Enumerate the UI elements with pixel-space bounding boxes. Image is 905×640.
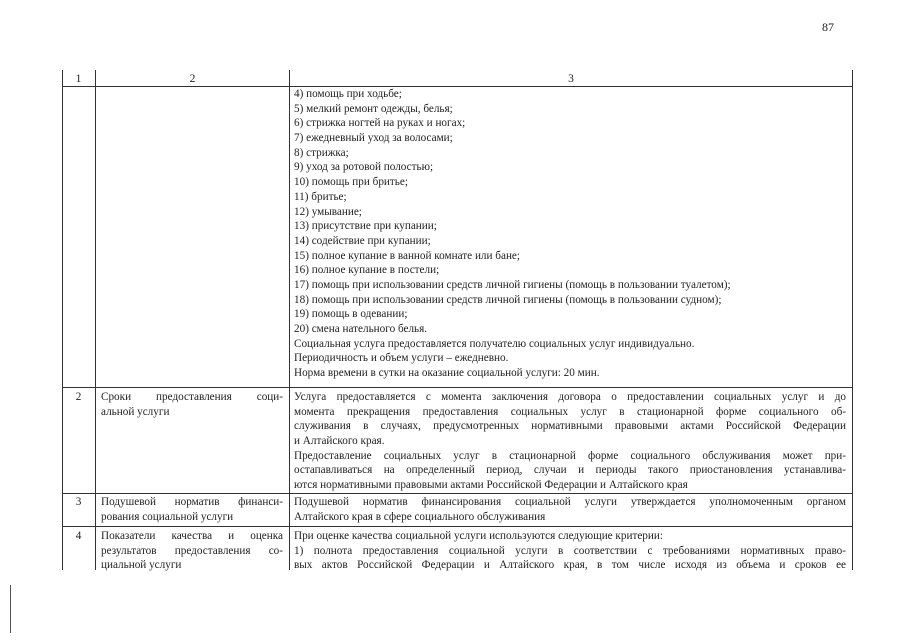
- table-col-divider-2: [289, 70, 290, 570]
- row1-line: 14) содействие при купании;: [294, 234, 431, 247]
- row3-label-line: рования социальной услуги: [101, 510, 234, 523]
- row1-line: 8) стрижка;: [294, 146, 349, 159]
- row1-line: 17) помощь при использовании средств личной гигиены (помощь в пользовании туалетом);: [294, 278, 731, 291]
- row2-line: Услуга предоставляется с момента заключения договора о предоставлении социальных услуг и до: [294, 391, 846, 403]
- table-border-right: [852, 70, 853, 570]
- row1-line: 5) мелкий ремонт одежды, белья;: [294, 102, 453, 115]
- row1-line: 18) помощь при использовании средств личной гигиены (помощь в пользовании судном);: [294, 293, 722, 306]
- row1-line: 12) умывание;: [294, 205, 362, 218]
- row1-line: 6) стрижка ногтей на руках и ногах;: [294, 117, 466, 130]
- row1-line: 13) присутствие при купании;: [294, 220, 437, 233]
- row1-line: 15) полное купание в ванной комнате или бане;: [294, 249, 521, 262]
- row1-line: Социальная услуга предоставляется получателю социальных услуг индивидуально.: [294, 337, 695, 350]
- row2-label-line: Сроки предоставления соци-: [101, 391, 283, 403]
- row2-label: [101, 390, 283, 419]
- row2-label-line: альной услуги: [101, 405, 170, 418]
- service-standard-table: [62, 70, 853, 640]
- row2-number: 2: [75, 391, 82, 403]
- row4-number: 4: [75, 530, 82, 542]
- row4-label-line: результатов предоставления со-: [101, 544, 283, 557]
- table-rule-row1-bottom: [62, 387, 853, 388]
- row1-line: 7) ежедневный уход за волосами;: [294, 132, 453, 145]
- row2-line: остапавливаться на определенный период, случаи и периоды такого приостановления устанавлива-: [294, 464, 846, 477]
- row1-line: 4) помощь при ходьбе;: [294, 88, 402, 100]
- row4-line: вых актов Российской Федерации и Алтайского края, в том числе исходя из объема и сроков ее: [294, 559, 846, 572]
- row4-label: [101, 529, 283, 573]
- row1-line: 10) помощь при бритье;: [294, 176, 408, 189]
- row4-line: При оценке качества социальной услуги используются следующие критерии:: [294, 530, 663, 542]
- row2-content: [294, 390, 846, 493]
- row4-line: 1) полнота предоставления социальной услуги в соответствии с требованиями нормативных право-: [294, 544, 846, 557]
- row3-line: Подушевой норматив финансирования социальной услуги утверждается уполномоченным органом: [294, 496, 846, 508]
- row1-line: 19) помощь в одевании;: [294, 308, 408, 321]
- row4-content: [294, 529, 846, 573]
- row4-label-line: циальной услуги: [101, 559, 182, 572]
- margin-mark: [10, 585, 11, 633]
- table-col-divider-1: [95, 70, 96, 570]
- row1-line: Норма времени в сутки на оказание социальной услуги: 20 мин.: [294, 367, 600, 380]
- row1-line: Периодичность и объем услуги – ежедневно.: [294, 352, 509, 365]
- row1-line: 16) полное купание в постели;: [294, 264, 440, 277]
- row1-content: [294, 87, 844, 381]
- row2-line: и Алтайского края.: [294, 435, 385, 448]
- table-rule-row2-bottom: [62, 493, 853, 494]
- row3-content: [294, 495, 846, 524]
- header-col-3: 3: [568, 73, 574, 85]
- row2-line: момента прекращения предоставления социальных услуг в стационарной форме социального об-: [294, 405, 846, 418]
- row3-line: Алтайского края в сфере социального обслуживания: [294, 510, 546, 523]
- table-rule-row3-bottom: [62, 526, 853, 527]
- row2-line: Предоставление социальных услуг в стационарной форме социального обслуживания может при-: [294, 449, 846, 462]
- row2-line: ются нормативными правовыми актами Российской Федерации и Алтайского края: [294, 479, 688, 492]
- page-number: 87: [822, 20, 834, 34]
- header-col-2: 2: [189, 73, 196, 85]
- row3-label-line: Подушевой норматив финанси-: [101, 496, 283, 508]
- row2-line: служивания в случаях, предусмотренных нормативными правовыми актами Российской Федерации: [294, 420, 846, 433]
- row1-line: 11) бритье;: [294, 190, 347, 203]
- row1-line: 20) смена нательного белья.: [294, 323, 428, 335]
- row1-line: 9) уход за ротовой полостью;: [294, 161, 434, 174]
- row4-label-line: Показатели качества и оценка: [101, 530, 283, 542]
- header-col-1: 1: [75, 73, 82, 85]
- row3-number: 3: [75, 496, 82, 508]
- row3-label: [101, 495, 283, 524]
